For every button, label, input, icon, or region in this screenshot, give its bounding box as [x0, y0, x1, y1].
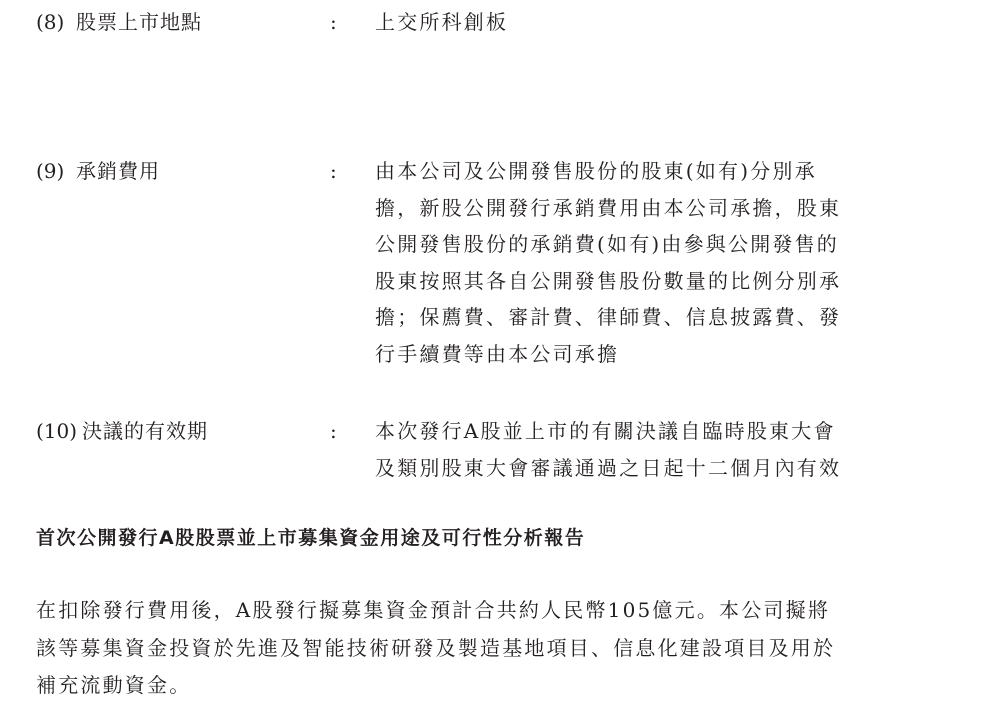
- item-label: 決議的有效期: [82, 419, 208, 443]
- item-colon: :: [330, 419, 337, 443]
- item-colon: :: [330, 159, 337, 183]
- value-line: 由本公司及公開發售股份的股東(如有)分別承: [375, 159, 817, 183]
- item-value: [375, 413, 895, 486]
- value-line: 本次發行A股並上市的有關決議自臨時股東大會: [375, 419, 836, 443]
- value-line: 上交所科創板: [375, 10, 509, 34]
- paragraph-line: 補充流動資金。: [36, 673, 192, 697]
- value-line: 及類別股東大會審議通過之日起十二個月內有效: [375, 455, 842, 480]
- value-line: 股東按照其各自公開發售股份數量的比例分別承: [375, 268, 842, 293]
- section-paragraph: [36, 592, 896, 705]
- value-line: 擔；保薦費、審計費、律師費、信息披露費、發: [375, 305, 842, 329]
- item-label: 承銷費用: [76, 159, 160, 183]
- item-label: 股票上市地點: [76, 10, 202, 34]
- item-value: [375, 153, 895, 372]
- item-number: (9): [36, 159, 65, 183]
- section-heading: 首次公開發行A股股票並上市募集資金用途及可行性分析報告: [36, 527, 586, 549]
- value-line: 公開發售股份的承銷費(如有)由參與公開發售的: [375, 232, 840, 256]
- item-number: (10): [36, 419, 78, 443]
- paragraph-line: 該等募集資金投資於先進及智能技術研發及製造基地項目、信息化建設項目及用於: [36, 635, 836, 660]
- paragraph-line: 在扣除發行費用後，A股發行擬募集資金預計合共約人民幣105億元。本公司擬將: [36, 598, 831, 622]
- item-value: [375, 4, 895, 41]
- value-line: 擔，新股公開發行承銷費用由本公司承擔，股東: [375, 195, 842, 220]
- value-line: 行手續費等由本公司承擔: [375, 341, 620, 366]
- item-number: (8): [36, 10, 65, 34]
- item-colon: :: [330, 10, 337, 34]
